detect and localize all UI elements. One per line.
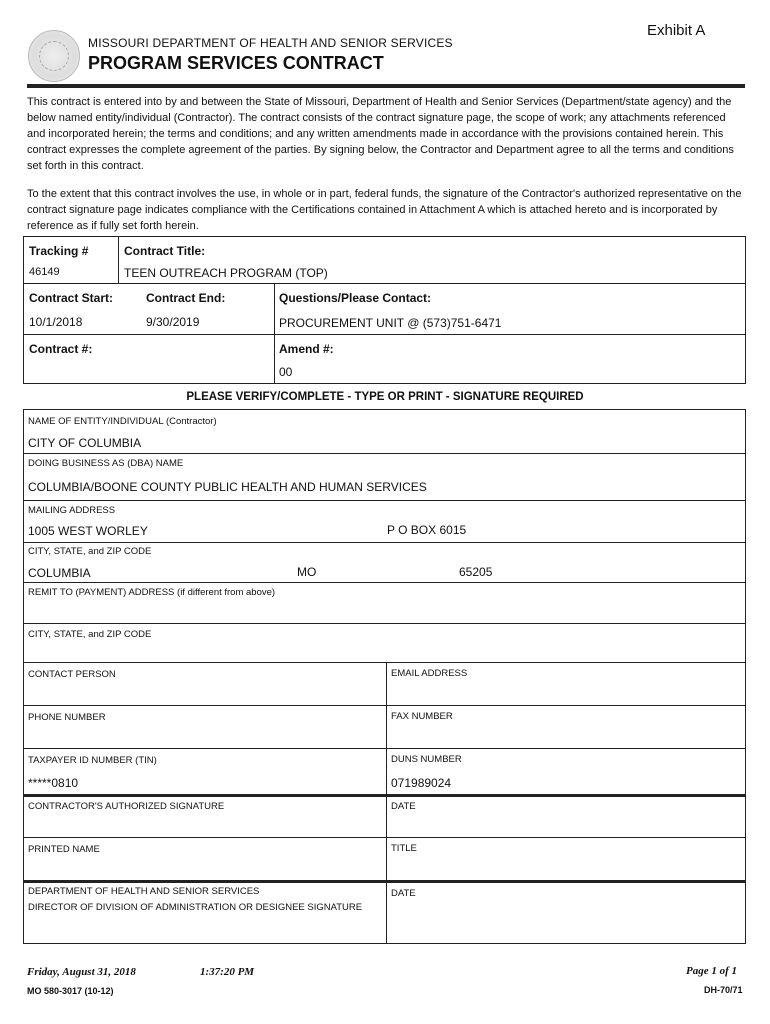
fax-number-label: FAX NUMBER bbox=[391, 711, 453, 722]
city-state-zip-label: CITY, STATE, and ZIP CODE bbox=[28, 546, 152, 557]
contract-start-value[interactable]: 10/1/2018 bbox=[29, 315, 83, 329]
remit-city-state-zip-label: CITY, STATE, and ZIP CODE bbox=[28, 629, 152, 640]
tin-value[interactable]: *****0810 bbox=[28, 776, 79, 790]
exhibit-label: Exhibit A bbox=[647, 22, 706, 39]
form-number: MO 580-3017 (10-12) bbox=[27, 986, 114, 996]
contract-end-label: Contract End: bbox=[146, 291, 226, 305]
contract-end-value[interactable]: 9/30/2019 bbox=[146, 315, 200, 329]
tracking-value[interactable]: 46149 bbox=[29, 266, 60, 278]
contract-start-label: Contract Start: bbox=[29, 291, 114, 305]
contractor-signature-label: CONTRACTOR'S AUTHORIZED SIGNATURE bbox=[28, 801, 225, 812]
dh-number: DH-70/71 bbox=[704, 985, 743, 995]
department-name: MISSOURI DEPARTMENT OF HEALTH AND SENIOR SERVICES bbox=[88, 36, 453, 50]
phone-number-label: PHONE NUMBER bbox=[28, 712, 106, 723]
email-address-label: EMAIL ADDRESS bbox=[391, 668, 468, 679]
amend-value[interactable]: 00 bbox=[279, 365, 293, 379]
mailing-address-label: MAILING ADDRESS bbox=[28, 505, 116, 516]
duns-label: DUNS NUMBER bbox=[391, 754, 462, 765]
intro-paragraph-1: This contract is entered into by and between the State of Missouri, Department of Health and Senior Services (Department/state agency) and the below named entity/individual (Contractor). The contract consists of the contract signature page, the scope of work; any attachments referenced and incorporated herein; the terms and conditions; and any written amendments made in accordance with the provisions contained herein. This contract expresses the complete agreement of the parties. By signing below, the Contractor and Department agree to all the terms and conditions set forth in this contract. bbox=[27, 96, 734, 172]
po-box-value[interactable]: P O BOX 6015 bbox=[387, 523, 467, 537]
footer-date: Friday, August 31, 2018 bbox=[27, 966, 136, 978]
state-value[interactable]: MO bbox=[297, 565, 317, 579]
contractor-section bbox=[23, 409, 746, 944]
contact-person-label: CONTACT PERSON bbox=[28, 669, 116, 680]
contract-info-box bbox=[23, 236, 746, 384]
footer-time: 1:37:20 PM bbox=[200, 966, 255, 978]
state-seal-icon bbox=[28, 30, 80, 82]
printed-name-label: PRINTED NAME bbox=[28, 844, 100, 855]
header-divider bbox=[27, 84, 745, 88]
verify-notice: PLEASE VERIFY/COMPLETE - TYPE OR PRINT - SIGNATURE REQUIRED bbox=[186, 391, 584, 403]
amend-label: Amend #: bbox=[279, 342, 334, 356]
intro-paragraph-2: To the extent that this contract involves the use, in whole or in part, federal funds, the signature of the Contractor's authorized representative on the contract signature page indicates compliance with the Certifications contained in Attachment A which is attached hereto and is incorporated by reference as if fully set forth herein. bbox=[27, 188, 742, 232]
entity-name-label: NAME OF ENTITY/INDIVIDUAL (Contractor) bbox=[28, 416, 217, 427]
tracking-label: Tracking # bbox=[29, 244, 89, 258]
page-title: PROGRAM SERVICES CONTRACT bbox=[88, 53, 384, 73]
mailing-address-value[interactable]: 1005 WEST WORLEY bbox=[28, 524, 148, 538]
contractor-date-label: DATE bbox=[391, 801, 416, 812]
contract-number-label: Contract #: bbox=[29, 342, 93, 356]
tin-label: TAXPAYER ID NUMBER (TIN) bbox=[28, 755, 157, 766]
title-label: TITLE bbox=[391, 843, 417, 854]
remit-address-label: REMIT TO (PAYMENT) ADDRESS (if different from above) bbox=[28, 587, 276, 598]
duns-value[interactable]: 071989024 bbox=[391, 776, 452, 790]
dba-label: DOING BUSINESS AS (DBA) NAME bbox=[28, 458, 184, 469]
department-signature-line2: DIRECTOR OF DIVISION OF ADMINISTRATION OR DESIGNEE SIGNATURE bbox=[28, 902, 363, 913]
department-date-label: DATE bbox=[391, 888, 416, 899]
entity-name-value[interactable]: CITY OF COLUMBIA bbox=[28, 436, 142, 450]
footer-page: Page 1 of 1 bbox=[686, 965, 738, 977]
department-signature-line1: DEPARTMENT OF HEALTH AND SENIOR SERVICES bbox=[28, 886, 260, 897]
city-value[interactable]: COLUMBIA bbox=[28, 566, 91, 580]
contract-title-value[interactable]: TEEN OUTREACH PROGRAM (TOP) bbox=[124, 266, 328, 280]
questions-label: Questions/Please Contact: bbox=[279, 291, 432, 305]
questions-value[interactable]: PROCUREMENT UNIT @ (573)751-6471 bbox=[279, 316, 502, 330]
dba-value[interactable]: COLUMBIA/BOONE COUNTY PUBLIC HEALTH AND HUMAN SERVICES bbox=[28, 480, 427, 494]
zip-value[interactable]: 65205 bbox=[459, 565, 493, 579]
contract-title-label: Contract Title: bbox=[124, 244, 206, 258]
